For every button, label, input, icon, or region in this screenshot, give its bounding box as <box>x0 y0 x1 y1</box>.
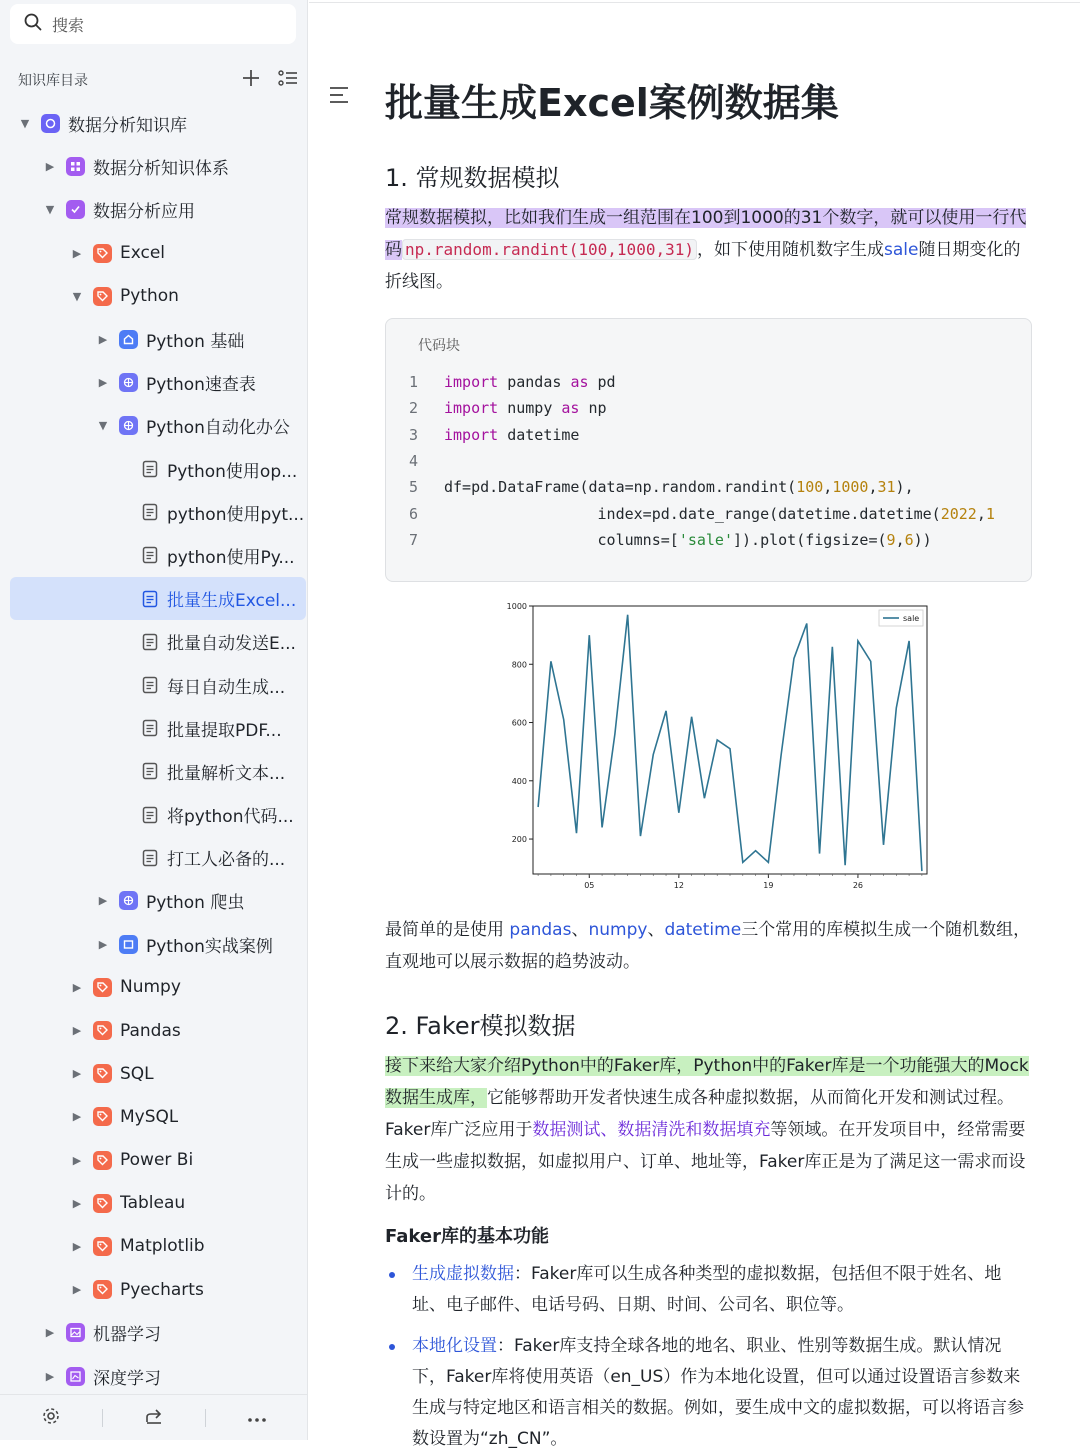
y-tick-label: 600 <box>511 718 527 728</box>
sidebar-item-label: Power Bi <box>120 1150 194 1171</box>
tag-icon <box>93 1064 112 1083</box>
caret-right-icon[interactable]: ▶ <box>45 1369 55 1383</box>
caret-down-icon[interactable]: ▼ <box>72 289 82 303</box>
doc-icon <box>140 632 159 651</box>
code-token: ]).plot(figsize=( <box>733 530 887 549</box>
sidebar-item[interactable] <box>0 145 308 188</box>
code-line <box>386 500 1032 526</box>
code-token: 6 <box>904 530 914 549</box>
inline-link[interactable]: 生成虚拟数据 <box>412 1264 514 1284</box>
sidebar-item[interactable] <box>0 750 308 793</box>
doc-icon <box>140 762 159 781</box>
sidebar-item[interactable] <box>0 836 308 879</box>
knowledge-tree <box>0 102 308 1398</box>
sidebar-item-label: python使用pyt... <box>167 504 305 525</box>
sidebar <box>0 0 308 1440</box>
x-tick-label: 26 <box>852 881 864 890</box>
code-line <box>386 474 1032 500</box>
sidebar-item[interactable] <box>0 1354 308 1397</box>
tag-icon <box>93 1280 112 1299</box>
y-tick-label: 800 <box>511 660 527 670</box>
paragraph-text: 三个常用的库模拟生成一个随机数组，直观地可以展示数据的趋势波动。 <box>385 920 1031 972</box>
kb-icon <box>41 114 60 133</box>
page-title: 批量生成Excel案例数据集 <box>385 81 839 125</box>
sidebar-item[interactable] <box>0 879 308 922</box>
code-token: df=pd.DataFrame(data=np.random.randint( <box>444 478 797 497</box>
caret-right-icon[interactable]: ▶ <box>72 1283 82 1297</box>
sidebar-item-label: Python自动化办公 <box>146 418 290 439</box>
inline-link[interactable]: pandas <box>509 920 572 940</box>
sidebar-item[interactable] <box>10 577 306 620</box>
sidebar-item[interactable] <box>0 966 308 1009</box>
code-token: , <box>895 530 905 549</box>
paragraph-text: 它能够帮助开发者快速生成各种虚拟数据，从而简化开发和测试过程。Faker库广泛应用于 <box>385 1088 1014 1140</box>
chart-icon <box>66 1367 85 1386</box>
sidebar-item-label: Python速查表 <box>146 375 256 396</box>
inline-link[interactable]: 本地化设置 <box>412 1336 497 1356</box>
x-tick-label: 12 <box>673 881 684 890</box>
sidebar-item[interactable] <box>0 1095 308 1138</box>
plot-frame <box>533 606 927 874</box>
code-line <box>386 395 1032 421</box>
more-button[interactable] <box>206 1408 308 1427</box>
code-text <box>444 531 932 549</box>
caret-right-icon[interactable]: ▶ <box>45 1326 55 1340</box>
sidebar-item[interactable] <box>0 1052 308 1095</box>
more-icon <box>247 1408 267 1427</box>
code-block-title: 代码块 <box>418 338 460 354</box>
code-token: 31 <box>877 478 896 497</box>
sidebar-item[interactable] <box>0 102 308 145</box>
gear-icon <box>41 1406 61 1430</box>
line-number: 6 <box>408 504 418 523</box>
sidebar-item-label: SQL <box>120 1063 154 1084</box>
sidebar-item[interactable] <box>0 534 308 577</box>
code-token: , <box>976 504 986 523</box>
code-block[interactable] <box>385 318 1032 582</box>
globe-icon <box>119 373 138 392</box>
code-token: np <box>579 399 607 418</box>
bullet-dot <box>389 1272 395 1278</box>
sidebar-item-label: 数据分析应用 <box>93 202 195 223</box>
section2-paragraph <box>385 1050 1035 1210</box>
image-icon <box>66 1323 85 1342</box>
sidebar-item-label: 数据分析知识库 <box>68 116 187 137</box>
check-icon <box>66 200 85 219</box>
caret-right-icon[interactable]: ▶ <box>72 1110 82 1124</box>
list-item-text: ：Faker库支持全球各地的地名、职业、性别等数据生成。默认情况下，Faker库将使用英语（en_US）作为本地化设置，但可以通过设置语言参数来生成与特定地区和语言相关的数据。例如，要生成中文的虚拟数据，可以将语言参数设置为“zh_CN”。 <box>412 1336 1024 1449</box>
caret-right-icon[interactable]: ▶ <box>72 1239 82 1253</box>
caret-right-icon[interactable]: ▶ <box>72 1067 82 1081</box>
list-settings-icon[interactable] <box>278 69 298 91</box>
inline-link[interactable]: numpy <box>588 920 648 940</box>
tag-icon <box>93 978 112 997</box>
sidebar-item-label: Python 爬虫 <box>146 893 245 914</box>
settings-button[interactable] <box>0 1406 102 1430</box>
inline-link[interactable]: sale <box>883 240 919 260</box>
search-input[interactable] <box>10 4 296 44</box>
sidebar-item[interactable] <box>0 1268 308 1311</box>
square-icon <box>119 935 138 954</box>
code-token: datetime <box>498 425 580 444</box>
sidebar-item[interactable] <box>0 491 308 534</box>
section1-summary <box>385 914 1035 978</box>
caret-down-icon[interactable]: ▼ <box>45 203 55 217</box>
caret-right-icon[interactable]: ▶ <box>72 246 82 260</box>
code-token: as <box>570 373 589 392</box>
sidebar-item-label: 打工人必备的... <box>167 850 286 871</box>
highlighted-text: 一行代码 <box>385 208 1027 260</box>
code-token: numpy <box>498 399 562 418</box>
code-token: columns=[ <box>444 530 679 549</box>
legend-label: sale <box>903 614 920 623</box>
tag-icon <box>93 1237 112 1256</box>
code-token: import <box>444 425 499 444</box>
toc-title: 知识库目录 <box>18 73 88 89</box>
doc-icon <box>140 848 159 867</box>
code-token: pd <box>588 373 616 392</box>
sidebar-item-label: Python <box>120 286 179 307</box>
caret-right-icon[interactable]: ▶ <box>72 1024 82 1038</box>
sidebar-item-label: Python使用op... <box>167 461 298 482</box>
paragraph-text: 、 <box>647 920 665 940</box>
toc-header <box>18 68 298 92</box>
add-icon[interactable] <box>242 69 260 91</box>
sidebar-item[interactable] <box>0 793 308 836</box>
search-icon <box>24 13 42 35</box>
caret-right-icon[interactable]: ▶ <box>98 333 108 347</box>
sale-line-chart <box>499 598 939 898</box>
line-number: 3 <box>408 425 418 444</box>
sidebar-item-label: 机器学习 <box>93 1325 161 1346</box>
caret-down-icon[interactable]: ▼ <box>98 419 108 433</box>
sidebar-item-label: Numpy <box>120 977 181 998</box>
code-token: )) <box>913 530 932 549</box>
code-token: 100 <box>796 478 824 497</box>
code-text <box>444 478 914 496</box>
code-token: 2022 <box>940 504 977 523</box>
inline-code: np.random.randint(100,1000,31) <box>402 239 697 260</box>
subheading: Faker库的基本功能 <box>385 1226 549 1247</box>
code-token: , <box>868 478 878 497</box>
y-tick-label: 1000 <box>506 602 527 611</box>
sidebar-item[interactable] <box>0 923 308 966</box>
sidebar-item-label: Pyecharts <box>120 1279 204 1300</box>
code-text <box>444 505 995 523</box>
sidebar-item[interactable] <box>0 361 308 404</box>
sidebar-item[interactable] <box>0 1009 308 1052</box>
code-line <box>386 527 1032 553</box>
section1-paragraph <box>385 202 1035 298</box>
doc-icon <box>140 546 159 565</box>
code-line <box>386 448 1032 474</box>
paragraph-text: ，如下使用随机数字生成 <box>696 240 884 260</box>
caret-right-icon[interactable]: ▶ <box>72 1196 82 1210</box>
sidebar-item[interactable] <box>0 1311 308 1354</box>
inline-link[interactable]: 数据测试、数据清洗和数据填充 <box>532 1120 771 1140</box>
tag-icon <box>93 1107 112 1126</box>
line-number: 1 <box>408 373 418 392</box>
sidebar-item-label: 数据分析知识体系 <box>93 159 229 180</box>
tag-icon <box>93 244 112 263</box>
caret-right-icon[interactable]: ▶ <box>72 1153 82 1167</box>
doc-icon <box>140 719 159 738</box>
x-tick-label: 05 <box>584 881 595 890</box>
home-icon <box>119 330 138 349</box>
doc-icon <box>140 676 159 695</box>
document-pane <box>309 0 1080 1449</box>
sidebar-item[interactable] <box>0 707 308 750</box>
caret-right-icon[interactable]: ▶ <box>98 376 108 390</box>
sidebar-item-label: Python 基础 <box>146 332 245 353</box>
sidebar-item-label: 将python代码... <box>167 807 294 828</box>
inline-link[interactable]: datetime <box>664 920 742 940</box>
sidebar-item-label: 批量解析文本... <box>167 763 286 784</box>
tag-icon <box>93 1151 112 1170</box>
sidebar-item[interactable] <box>0 1139 308 1182</box>
doc-icon <box>140 503 159 522</box>
line-number: 5 <box>408 478 418 497</box>
section-heading-1: 1. 常规数据模拟 <box>385 164 560 192</box>
code-token: 1000 <box>832 478 869 497</box>
code-line <box>386 422 1032 448</box>
sidebar-item-label: 批量自动发送E... <box>167 634 296 655</box>
code-text <box>444 399 607 417</box>
caret-right-icon[interactable]: ▶ <box>98 894 108 908</box>
search-placeholder: 搜索 <box>52 15 85 35</box>
sidebar-item-label: Excel <box>120 243 166 264</box>
code-token: index=pd.date_range(datetime.datetime( <box>444 504 941 523</box>
sidebar-item[interactable] <box>0 1225 308 1268</box>
sidebar-item[interactable] <box>0 188 308 231</box>
sidebar-item-label: Python实战案例 <box>146 936 273 957</box>
code-token: 'sale' <box>678 530 733 549</box>
top-divider <box>309 2 1080 3</box>
sidebar-item-label: 深度学习 <box>93 1368 161 1389</box>
paragraph-text: 随日期变化的折线图。 <box>385 240 1021 292</box>
paragraph-text: 、 <box>571 920 589 940</box>
caret-down-icon[interactable]: ▼ <box>20 117 30 131</box>
sidebar-item[interactable] <box>0 275 308 318</box>
sidebar-item-label: 批量提取PDF... <box>167 720 282 741</box>
code-token: import <box>444 399 499 418</box>
sidebar-item-label: MySQL <box>120 1106 179 1127</box>
highlighted-text: 接下来给大家介绍Python中的Faker库，Python中的Faker库是一个功能强大的Mock数据生成库， <box>385 1056 1029 1108</box>
code-token: , <box>823 478 833 497</box>
code-token: ), <box>895 478 914 497</box>
y-tick-label: 400 <box>511 776 527 786</box>
tag-icon <box>93 287 112 306</box>
code-token: 9 <box>886 530 896 549</box>
y-tick-label: 200 <box>511 835 527 845</box>
globe-icon <box>119 891 138 910</box>
sidebar-item[interactable] <box>0 620 308 663</box>
line-number: 7 <box>408 530 418 549</box>
grid-icon <box>66 157 85 176</box>
sidebar-item[interactable] <box>0 448 308 491</box>
sidebar-item[interactable] <box>0 663 308 706</box>
sidebar-item-label: 批量生成Excel... <box>167 591 297 612</box>
code-text <box>444 426 579 444</box>
caret-right-icon[interactable]: ▶ <box>45 160 55 174</box>
sidebar-item-label: Pandas <box>120 1020 181 1041</box>
caret-right-icon[interactable]: ▶ <box>72 980 82 994</box>
list-item-text: ：Faker库可以生成各种类型的虚拟数据，包括但不限于姓名、地址、电子邮件、电话号码、日期、时间、公司名、职位等。 <box>412 1264 1002 1315</box>
tag-icon <box>93 1021 112 1040</box>
doc-icon <box>140 460 159 479</box>
doc-icon <box>140 805 159 824</box>
line-number: 4 <box>408 452 418 471</box>
code-lines <box>386 369 1032 553</box>
code-token: pandas <box>498 373 571 392</box>
x-tick-label: 19 <box>763 881 774 890</box>
bullet-dot <box>389 1344 395 1350</box>
sidebar-item[interactable] <box>0 232 308 275</box>
share-button[interactable] <box>103 1406 205 1430</box>
share-icon <box>144 1406 164 1430</box>
code-token: import <box>444 373 499 392</box>
code-line <box>386 369 1032 395</box>
line-number: 2 <box>408 399 418 418</box>
sidebar-footer <box>0 1394 308 1440</box>
sidebar-item[interactable] <box>0 318 308 361</box>
code-token: as <box>561 399 580 418</box>
list-item <box>385 1259 1035 1321</box>
section-heading-2: 2. Faker模拟数据 <box>385 1012 576 1040</box>
sidebar-item-label: python使用Py... <box>167 547 295 568</box>
sidebar-item-label: Matplotlib <box>120 1236 205 1257</box>
globe-icon <box>119 416 138 435</box>
sidebar-item-label: 每日自动生成... <box>167 677 286 698</box>
sidebar-item[interactable] <box>0 1182 308 1225</box>
code-token: 1 <box>985 504 995 523</box>
code-text <box>444 373 616 391</box>
doc-icon <box>140 589 159 608</box>
paragraph-text: 最简单的是使用 <box>385 920 510 940</box>
caret-right-icon[interactable]: ▶ <box>98 937 108 951</box>
tag-icon <box>93 1194 112 1213</box>
list-item <box>385 1331 1035 1455</box>
outline-toggle-icon[interactable] <box>329 86 349 108</box>
sidebar-item[interactable] <box>0 404 308 447</box>
highlighted-text: 常规数据模拟，比如我们生成一组范围在100到1000的31个数字，就可以使用 <box>385 208 976 228</box>
sidebar-item-label: Tableau <box>120 1193 186 1214</box>
paragraph-text: 等领域。在开发项目中，经常需要生成一些虚拟数据，如虚拟用户、订单、地址等，Faker库正是为了满足这一需求而设计的。 <box>385 1120 1026 1204</box>
